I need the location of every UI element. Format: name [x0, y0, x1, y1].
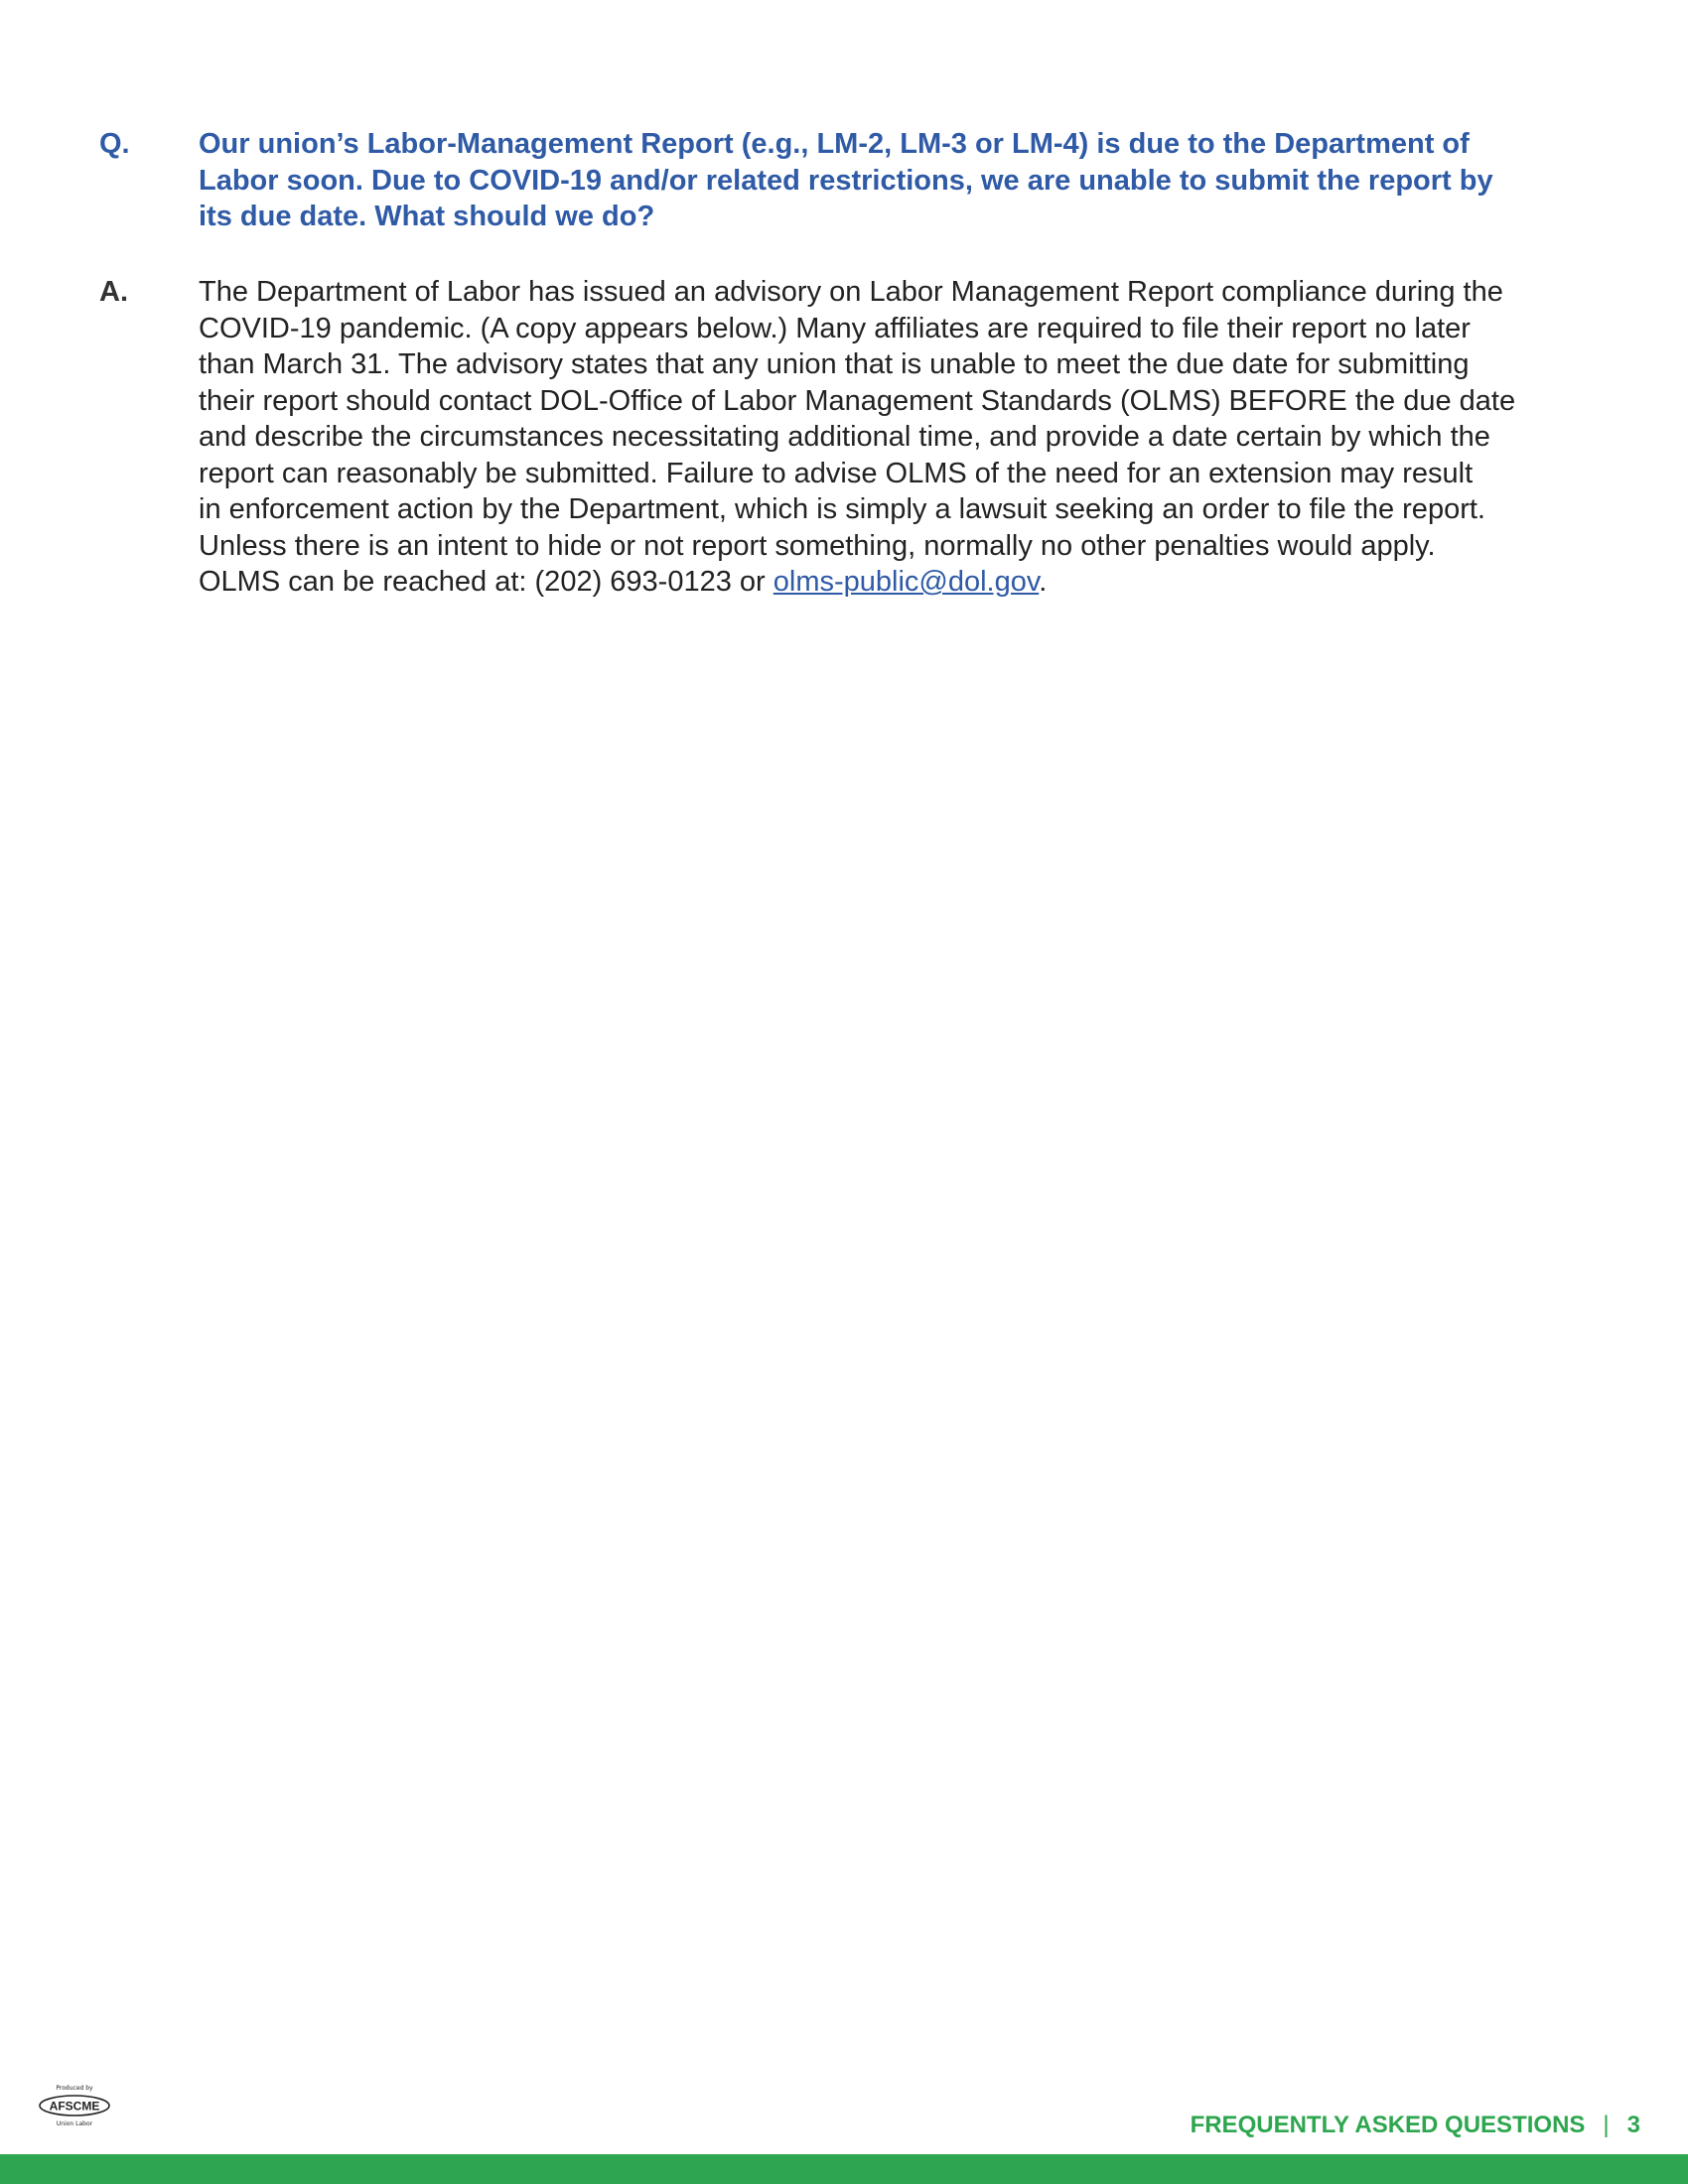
contact-text: OLMS can be reached at: (202) 693-0123 or — [199, 566, 774, 598]
contact-period: . — [1039, 566, 1048, 598]
footer-section-title: FREQUENTLY ASKED QUESTIONS — [1190, 2112, 1586, 2138]
answer-line: than March 31. The advisory states that any union that is unable to meet the due date for submitting — [199, 348, 1470, 380]
logo-top-text: Produced by — [56, 2085, 93, 2092]
answer-line: and describe the circumstances necessitating additional time, and provide a date certain by which the — [199, 421, 1490, 453]
answer-line: Unless there is an intent to hide or not report something, normally no other penalties would apply. — [199, 529, 1436, 562]
footer-section-label — [1191, 2111, 1640, 2140]
answer-line: report can reasonably be submitted. Failure to advise OLMS of the need for an extension may result — [199, 457, 1474, 489]
logo-bottom-text: Union Labor — [56, 2120, 93, 2127]
afscme-union-logo — [36, 2081, 113, 2130]
question-line: Labor soon. Due to COVID-19 and/or related restrictions, we are unable to submit the report by — [199, 164, 1493, 197]
answer-line: their report should contact DOL-Office of Labor Management Standards (OLMS) BEFORE the due date — [199, 384, 1516, 417]
page-number: 3 — [1626, 2112, 1640, 2138]
answer-line: in enforcement action by the Department, which is simply a lawsuit seeking an order to file the report. — [199, 493, 1485, 525]
logo-main-text: AFSCME — [49, 2099, 100, 2114]
question-marker: Q. — [99, 128, 130, 160]
footer-green-bar — [0, 2154, 1688, 2184]
answer-line: The Department of Labor has issued an advisory on Labor Management Report compliance during the — [199, 276, 1503, 308]
footer-separator: | — [1603, 2112, 1610, 2138]
answer-marker: A. — [99, 276, 128, 308]
answer-last-line — [199, 564, 1688, 601]
answer-line: COVID-19 pandemic. (A copy appears below.) Many affiliates are required to file their report no later — [199, 312, 1471, 344]
answer-text — [199, 274, 1688, 601]
question-text — [199, 126, 1688, 235]
question-line: its due date. What should we do? — [199, 201, 655, 232]
afscme-logo-icon — [36, 2081, 113, 2130]
question-line: Our union’s Labor-Management Report (e.g., LM-2, LM-3 or LM-4) is due to the Department of — [199, 128, 1470, 160]
email-link[interactable]: olms-public@dol.gov — [773, 566, 1040, 598]
